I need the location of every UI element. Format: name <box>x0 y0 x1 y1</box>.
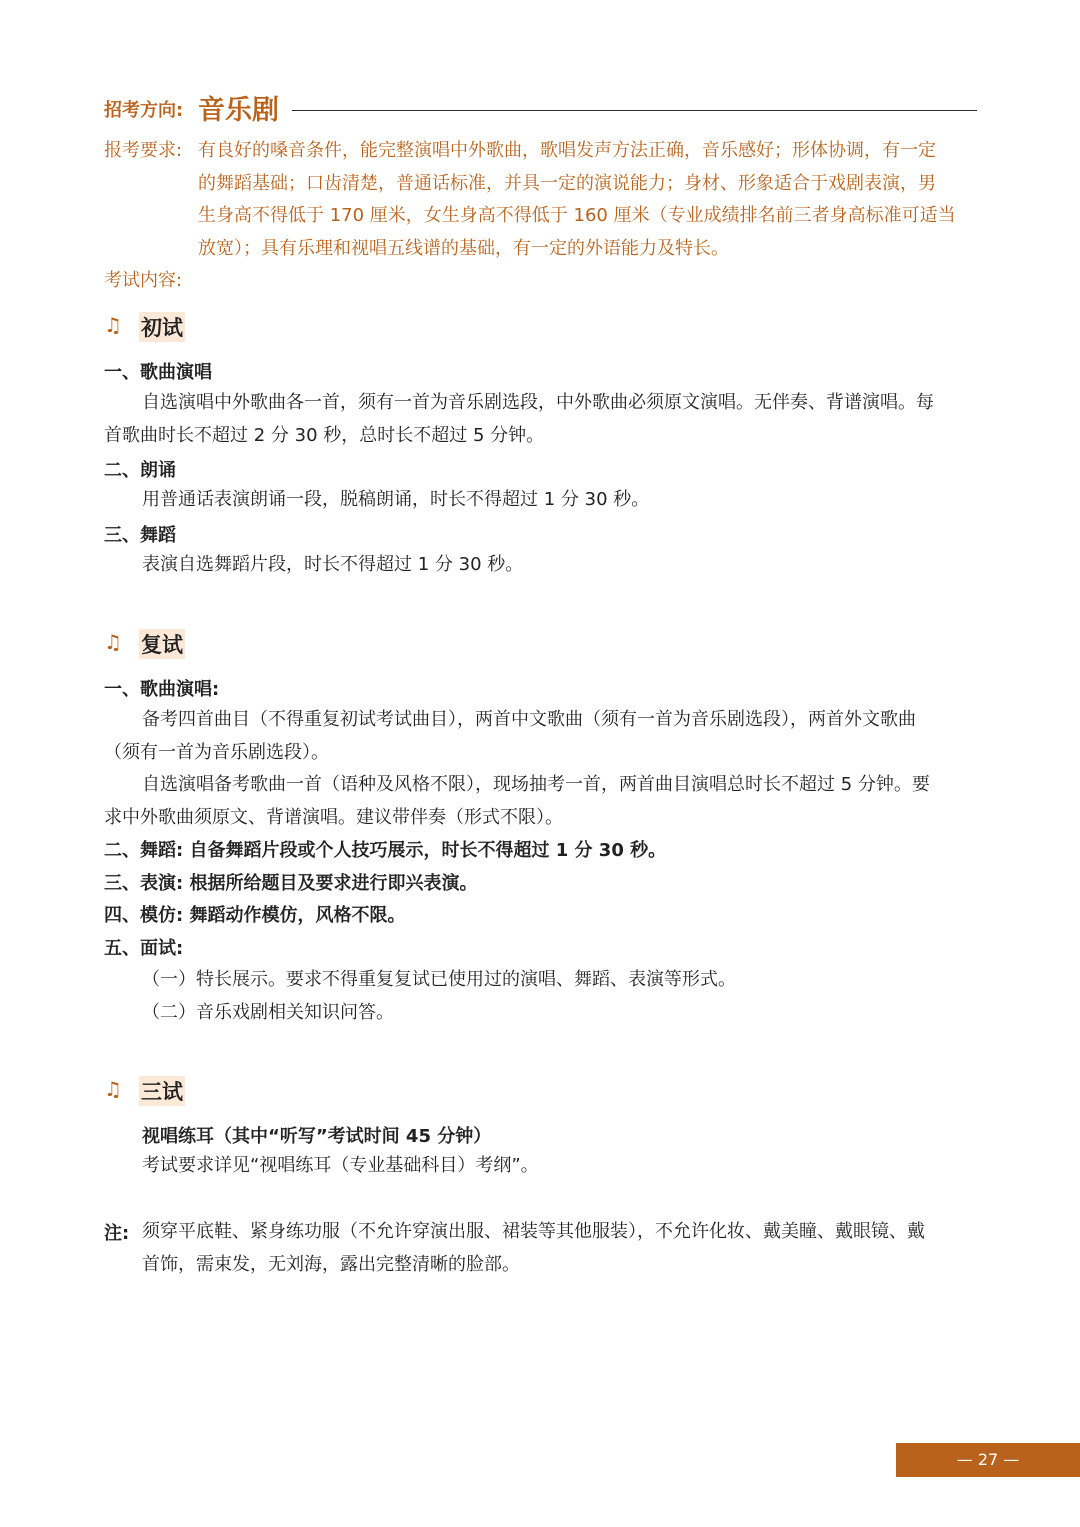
item-heading: 三、舞蹈 <box>104 525 176 546</box>
text-line: 考试要求详见“视唱练耳（专业基础科目）考纲”。 <box>142 1155 539 1176</box>
item-row <box>104 901 405 927</box>
requirements-text <box>198 135 988 265</box>
item-heading: 五、面试: <box>104 938 184 959</box>
text-line: 备考四首曲目（不得重复初试考试曲目），两首中文歌曲（须有一首为音乐剧选段），两首外文歌曲 <box>142 709 916 730</box>
section-title-round3: 三试 <box>139 1076 185 1106</box>
item-label: 二、舞蹈: <box>104 840 184 861</box>
item-row <box>104 869 477 895</box>
item-heading: 一、歌曲演唱 <box>104 362 212 383</box>
text-line: 用普通话表演朗诵一段，脱稿朗诵，时长不得超过 1 分 30 秒。 <box>142 489 650 510</box>
text-line: （一）特长展示。要求不得重复复试已使用过的演唱、舞蹈、表演等形式。 <box>142 969 736 990</box>
round3-subheading: 视唱练耳（其中“听写”考试时间 45 分钟） <box>142 1126 492 1147</box>
direction-label: 招考方向: <box>104 100 184 121</box>
item-label: 三、表演: <box>104 873 184 894</box>
text-line: 首歌曲时长不超过 2 分 30 秒，总时长不超过 5 分钟。 <box>104 424 545 446</box>
requirements-label: 报考要求: <box>104 140 183 161</box>
text-line: 自选演唱中外歌曲各一首，须有一首为音乐剧选段，中外歌曲必须原文演唱。无伴奏、背谱演唱。每 <box>142 392 934 413</box>
header-rule <box>292 110 977 111</box>
section-title-round1: 初试 <box>139 312 185 342</box>
text-line: 表演自选舞蹈片段，时长不得超过 1 分 30 秒。 <box>142 554 524 575</box>
item-heading: 二、朗诵 <box>104 460 176 481</box>
direction-value: 音乐剧 <box>198 95 279 126</box>
music-note-icon: ♫ <box>104 1077 122 1101</box>
requirements-line: 生身高不得低于 170 厘米，女生身高不得低于 160 厘米（专业成绩排名前三者身高标准可适当 <box>198 205 956 226</box>
requirements-line: 有良好的嗓音条件，能完整演唱中外歌曲，歌唱发声方法正确，音乐感好；形体协调，有一定 <box>198 140 936 161</box>
requirements-line: 放宽）；具有乐理和视唱五线谱的基础，有一定的外语能力及特长。 <box>198 237 729 259</box>
item-text <box>104 387 984 452</box>
text-line: 自选演唱备考歌曲一首（语种及风格不限），现场抽考一首，两首曲目演唱总时长不超过 5 分钟。要 <box>142 774 930 795</box>
item-text <box>142 964 736 1029</box>
music-note-icon: ♫ <box>104 313 122 337</box>
note-label: 注: <box>104 1223 130 1244</box>
item-row <box>104 836 666 862</box>
item-text <box>104 704 984 834</box>
item-label: 四、模仿: <box>104 905 184 926</box>
page-number: — 27 — <box>896 1443 1080 1477</box>
item-text: 自备舞蹈片段或个人技巧展示，时长不得超过 1 分 30 秒。 <box>189 840 667 861</box>
section-title-round2: 复试 <box>139 629 185 659</box>
item-heading: 一、歌曲演唱: <box>104 679 220 700</box>
text-line: 求中外歌曲须原文、背谱演唱。建议带伴奏（形式不限）。 <box>104 806 563 828</box>
requirements-line: 的舞蹈基础；口齿清楚，普通话标准，并具一定的演说能力；身材、形象适合于戏剧表演，男 <box>198 172 936 194</box>
item-text: 舞蹈动作模仿，风格不限。 <box>189 905 406 926</box>
content-label: 考试内容: <box>104 270 183 291</box>
text-line: 须穿平底鞋、紧身练功服（不允许穿演出服、裙装等其他服装），不允许化妆、戴美瞳、戴眼镜、戴 <box>142 1221 925 1242</box>
text-line: 首饰，需束发，无刘海，露出完整清晰的脸部。 <box>142 1253 520 1275</box>
text-line: （二）音乐戏剧相关知识问答。 <box>142 1001 394 1023</box>
item-text: 根据所给题目及要求进行即兴表演。 <box>189 873 478 894</box>
text-line: （须有一首为音乐剧选段）。 <box>104 741 329 763</box>
note-text <box>142 1216 992 1281</box>
music-note-icon: ♫ <box>104 630 122 654</box>
